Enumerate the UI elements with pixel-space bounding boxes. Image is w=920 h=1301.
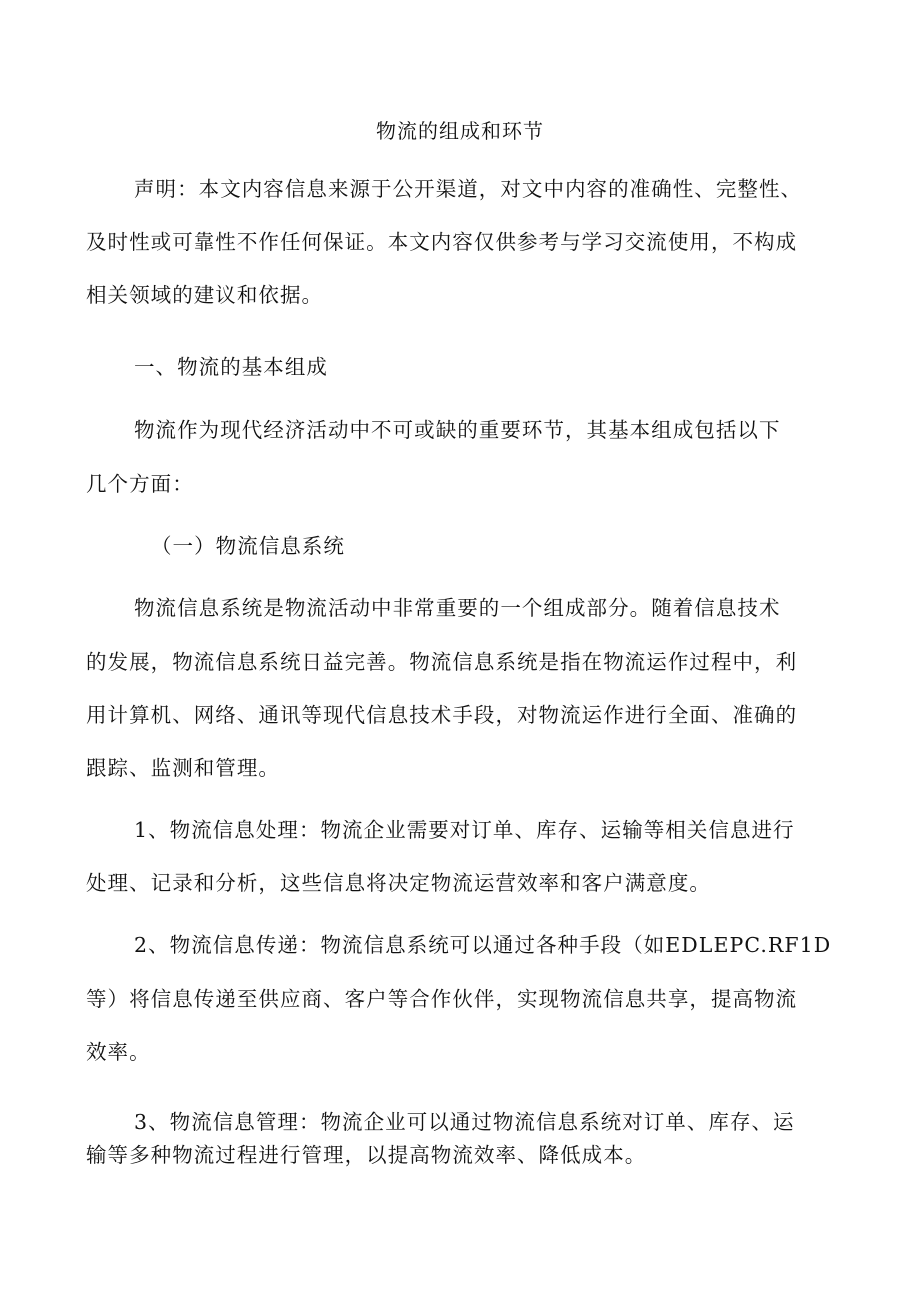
item-1-line-1: 1、物流信息处理：物流企业需要对订单、库存、运输等相关信息进行 bbox=[134, 818, 795, 842]
section-heading-basic-components: 一、物流的基本组成 bbox=[134, 355, 328, 379]
document-title: 物流的组成和环节 bbox=[376, 119, 544, 143]
item-2-line-3: 效率。 bbox=[86, 1040, 151, 1064]
info-system-line-2: 的发展，物流信息系统日益完善。物流信息系统是指在物流运作过程中，利 bbox=[86, 650, 798, 674]
item-2-line-1: 2、物流信息传递：物流信息系统可以通过各种手段（如EDLEPC.RF1D bbox=[134, 933, 832, 957]
item-3-line-1: 3、物流信息管理：物流企业可以通过物流信息系统对订单、库存、运 bbox=[134, 1110, 795, 1134]
item-1-line-2: 处理、记录和分析，这些信息将决定物流运营效率和客户满意度。 bbox=[86, 871, 711, 895]
info-system-line-1: 物流信息系统是物流活动中非常重要的一个组成部分。随着信息技术 bbox=[134, 596, 781, 620]
disclaimer-line-3: 相关领域的建议和依据。 bbox=[86, 283, 324, 307]
disclaimer-line-1: 声明：本文内容信息来源于公开渠道，对文中内容的准确性、完整性、 bbox=[134, 177, 803, 201]
info-system-line-4: 跟踪、监测和管理。 bbox=[86, 756, 280, 780]
item-3-line-2: 输等多种物流过程进行管理，以提高物流效率、降低成本。 bbox=[86, 1143, 647, 1167]
disclaimer-line-2: 及时性或可靠性不作任何保证。本文内容仅供参考与学习交流使用，不构成 bbox=[86, 230, 798, 254]
item-2-line-2: 等）将信息传递至供应商、客户等合作伙伴，实现物流信息共享，提高物流 bbox=[86, 987, 798, 1011]
subsection-heading-info-system: （一）物流信息系统 bbox=[151, 534, 345, 558]
intro-line-2: 几个方面： bbox=[86, 472, 194, 496]
info-system-line-3: 用计算机、网络、通讯等现代信息技术手段，对物流运作进行全面、准确的 bbox=[86, 703, 798, 727]
intro-line-1: 物流作为现代经济活动中不可或缺的重要环节，其基本组成包括以下 bbox=[134, 418, 781, 442]
